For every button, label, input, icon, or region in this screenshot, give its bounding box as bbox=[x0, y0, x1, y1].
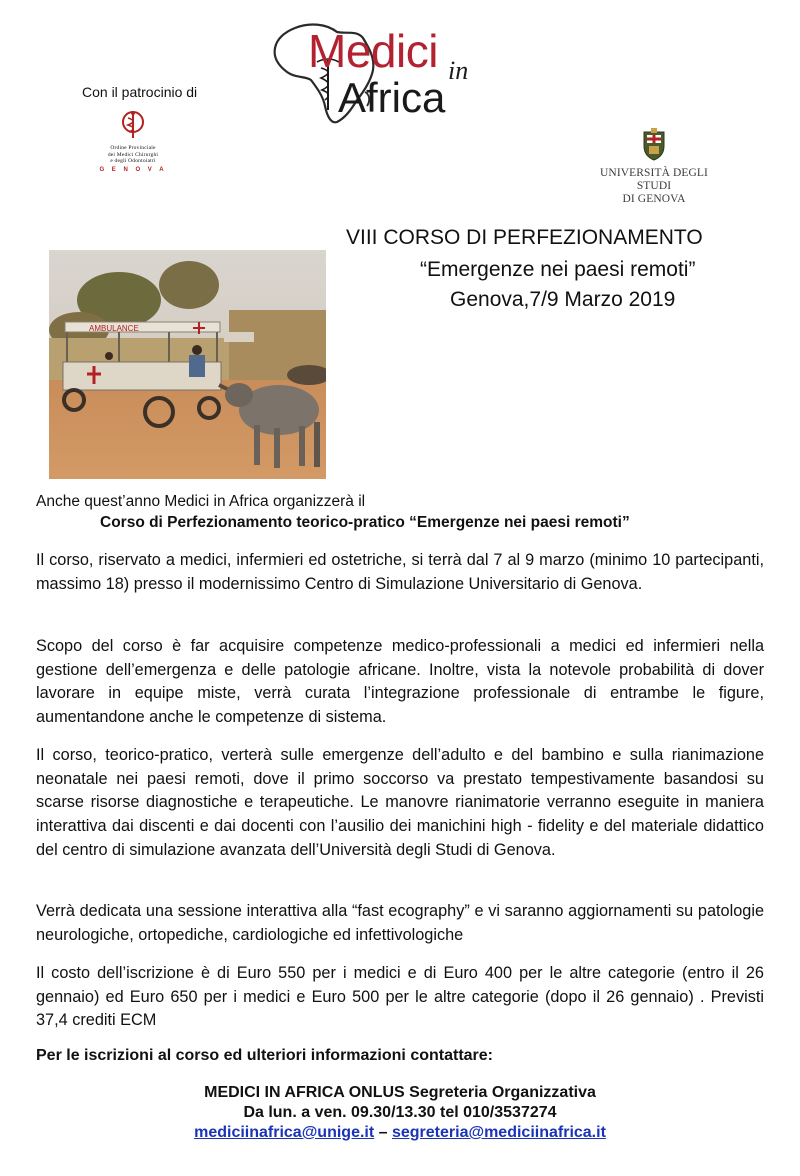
paragraph-scope: Scopo del corso è far acquisire competenze medico-professionali a medici ed infermieri nella gestione dell’emergenza e delle patologie africane. Inoltre, vista la notevole probabilità di dover lavorare in equipe miste, verrà curata l’integrazione professionale di entrambe le figure, aumentandone anche le competenze di sistema. bbox=[36, 637, 764, 727]
omceo-logo bbox=[98, 108, 168, 173]
email-link-unige[interactable]: mediciinafrica@unige.it bbox=[194, 1124, 375, 1141]
contact-intro: Per le iscrizioni al corso ed ulteriori informazioni contattare: bbox=[36, 1047, 493, 1064]
email-separator: – bbox=[374, 1124, 392, 1141]
course-name: Corso di Perfezionamento teorico-pratico “Emergenze nei paesi remoti” bbox=[100, 514, 630, 531]
omceo-line-2: dei Medici Chirurghi bbox=[107, 151, 159, 158]
footer-contacts bbox=[0, 1124, 800, 1142]
paragraph-ecography: Verrà dedicata una sessione interattiva alla “fast ecography” e vi saranno aggiornamenti su patologie neurologiche, ortopediche, cardiologiche ed infettivologiche bbox=[36, 902, 764, 944]
email-link-segreteria[interactable]: segreteria@mediciinafrica.it bbox=[391, 1124, 606, 1141]
intro-line: Anche quest’anno Medici in Africa organizzerà il bbox=[36, 493, 366, 510]
caduceus-icon bbox=[118, 108, 148, 140]
ambulance-sign: AMBULANCE bbox=[89, 324, 139, 333]
course-subtitle: “Emergenze nei paesi remoti” bbox=[420, 258, 696, 281]
university-logo bbox=[584, 126, 724, 206]
course-dates: Genova,7/9 Marzo 2019 bbox=[450, 288, 676, 311]
patronage-label: Con il patrocinio di bbox=[82, 84, 198, 100]
course-title: VIII CORSO DI PERFEZIONAMENTO bbox=[346, 226, 703, 249]
paragraph-content: Il corso, teorico-pratico, verterà sulle emergenze dell’adulto e del bambino e sulla rianimazione neonatale nei paesi remoti, dove il primo soccorso va prestato tempestivamente basandosi su scarse risorse diagnostiche e terapeutiche. Le manovre rianimatorie verranno eseguite in maniera interattiva dai discenti e dai docenti con l’ausilio dei manichini high - fidelity e del materiale didattico del centro di simulazione avanzata dell’Università degli Studi di Genova. bbox=[36, 746, 764, 859]
footer-org: MEDICI IN AFRICA ONLUS Segreteria Organizzativa bbox=[204, 1084, 596, 1101]
footer-hours: Da lun. a ven. 09.30/13.30 tel 010/3537274 bbox=[243, 1104, 557, 1121]
ambulance-cart-photo bbox=[49, 250, 326, 479]
university-crest-icon bbox=[641, 126, 667, 162]
logo-word-africa: Africa bbox=[338, 74, 446, 121]
omceo-line-3: e degli Odontoiatri bbox=[110, 158, 156, 164]
university-line-2: DI GENOVA bbox=[622, 193, 686, 205]
paragraph-dates: Il corso, riservato a medici, infermieri ed ostetriche, si terrà dal 7 al 9 marzo (minimo 10 partecipanti, massimo 18) presso il modernissimo Centro di Simulazione Universitario di Genova. bbox=[36, 551, 764, 593]
university-line-1: UNIVERSITÀ DEGLI STUDI bbox=[600, 167, 708, 192]
omceo-line-1: Ordine Provinciale bbox=[110, 145, 156, 151]
omceo-city: G E N O V A bbox=[99, 166, 167, 173]
logo-word-medici: Medici bbox=[308, 25, 438, 77]
paragraph-cost: Il costo dell’iscrizione è di Euro 550 per i medici e di Euro 400 per le altre categorie (entro il 26 gennaio) ed Euro 650 per i medici e Euro 500 per le altre categorie (dopo il 26 gennaio) . Previsti 37,4 crediti ECM bbox=[36, 964, 764, 1030]
logo-word-in: in bbox=[448, 56, 469, 85]
